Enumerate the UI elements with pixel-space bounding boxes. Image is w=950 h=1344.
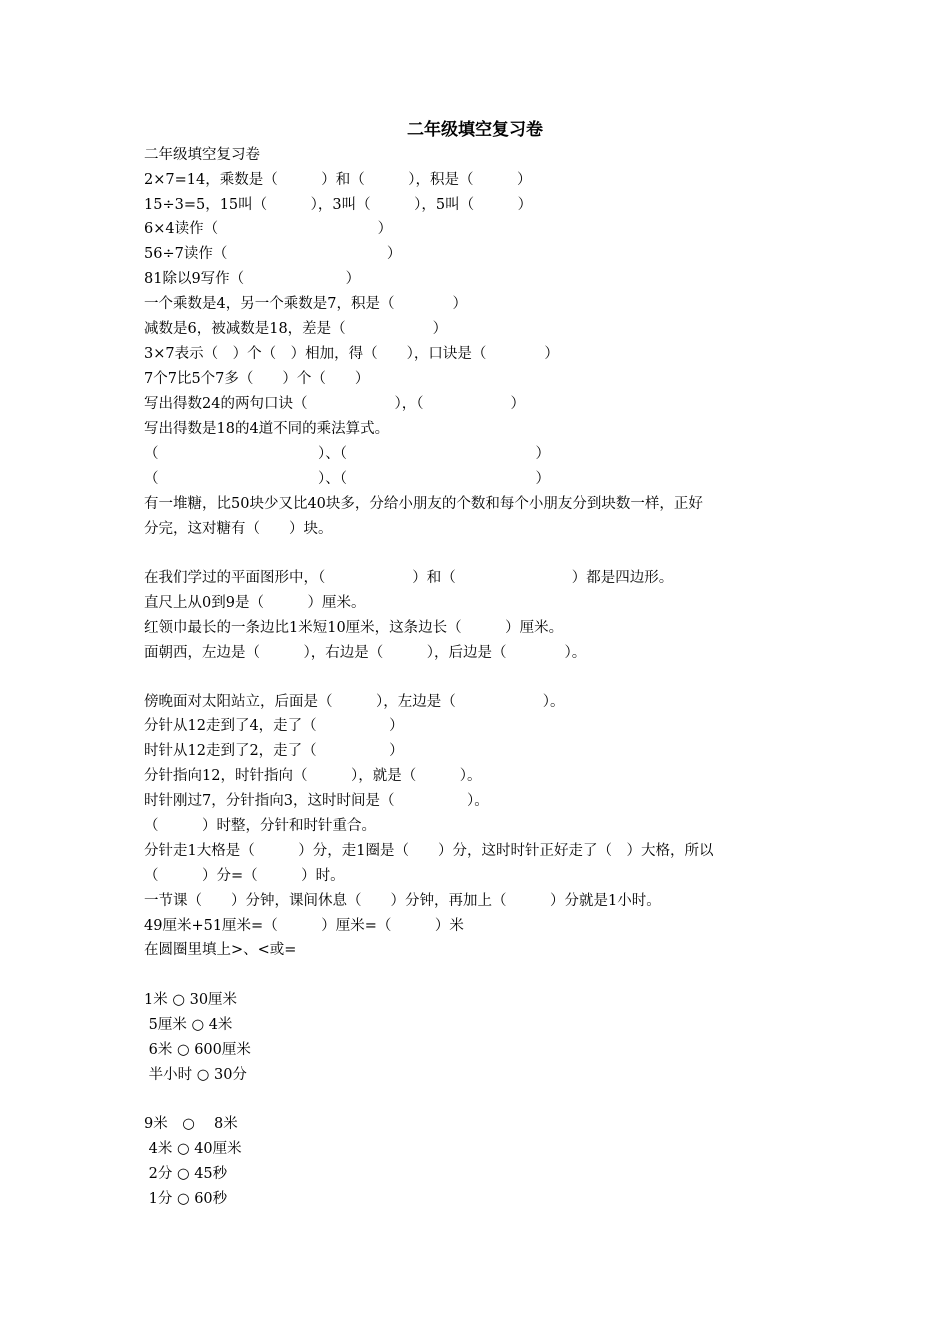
question-line: 傍晚面对太阳站立，后面是（ ），左边是（ ）。 <box>144 694 565 710</box>
question-line: 分针指向12，时针指向（ ），就是（ ）。 <box>144 768 482 784</box>
question-line: 红领巾最长的一条边比1米短10厘米，这条边长（ ）厘米。 <box>144 620 564 636</box>
question-line: （ ）分=（ ）时。 <box>144 868 345 884</box>
question-line: 6×4读作（ ） <box>144 221 393 237</box>
question-line: 81除以9写作（ ） <box>144 271 361 287</box>
comparison-item: 2分 ○ 45秒 <box>144 1166 228 1182</box>
question-line: 49厘米+51厘米=（ ）厘米=（ ）米 <box>144 918 464 934</box>
question-line: 减数是6，被减数是18，差是（ ） <box>144 321 448 337</box>
comparison-item: 1米 ○ 30厘米 <box>144 992 238 1008</box>
question-line: 15÷3=5，15叫（ ），3叫（ ），5叫（ ） <box>144 197 533 213</box>
section-instruction: 在圆圈里填上>、<或= <box>144 942 297 958</box>
question-line: 2×7=14，乘数是（ ）和（ ），积是（ ） <box>144 172 532 188</box>
question-line: 7个7比5个7多（ ）个（ ） <box>144 371 370 387</box>
question-line: 有一堆糖，比50块少又比40块多，分给小朋友的个数和每个小朋友分到块数一样，正好 <box>144 496 703 512</box>
question-line: 时针从12走到了2，走了（ ） <box>144 743 404 759</box>
question-line: 写出得数是18的4道不同的乘法算式。 <box>144 421 390 437</box>
question-line: 一个乘数是4，另一个乘数是7，积是（ ） <box>144 296 467 312</box>
question-line: 在我们学过的平面图形中，（ ）和（ ）都是四边形。 <box>144 570 674 586</box>
answer-blank-line: （ ）、（ ） <box>144 471 550 487</box>
question-line: 分针从12走到了4，走了（ ） <box>144 718 404 734</box>
comparison-item: 4米 ○ 40厘米 <box>144 1141 242 1157</box>
subtitle-line: 二年级填空复习卷 <box>144 147 260 163</box>
question-line: 56÷7读作（ ） <box>144 246 402 262</box>
comparison-item: 1分 ○ 60秒 <box>144 1191 228 1207</box>
answer-blank-line: （ ）、（ ） <box>144 446 550 462</box>
question-line: （ ）时整，分针和时针重合。 <box>144 818 376 834</box>
question-line: 时针刚过7，分针指向3，这时时间是（ ）。 <box>144 793 489 809</box>
page-title: 二年级填空复习卷 <box>407 120 543 140</box>
question-line: 3×7表示（ ）个（ ）相加，得（ ），口诀是（ ） <box>144 346 559 362</box>
question-line: 直尺上从0到9是（ ）厘米。 <box>144 595 366 611</box>
question-line: 分完，这对糖有（ ）块。 <box>144 521 333 537</box>
question-line: 分针走1大格是（ ）分，走1圈是（ ）分，这时时针正好走了（ ）大格，所以 <box>144 843 714 859</box>
comparison-item: 半小时 ○ 30分 <box>144 1067 247 1083</box>
question-line: 面朝西，左边是（ ），右边是（ ），后边是（ ）。 <box>144 645 587 661</box>
question-line: 写出得数24的两句口诀（ ），（ ） <box>144 396 525 412</box>
comparison-item: 5厘米 ○ 4米 <box>144 1017 233 1033</box>
question-line: 一节课（ ）分钟，课间休息（ ）分钟，再加上（ ）分就是1小时。 <box>144 893 661 909</box>
comparison-item: 9米 ○ 8米 <box>144 1116 238 1132</box>
comparison-item: 6米 ○ 600厘米 <box>144 1042 251 1058</box>
